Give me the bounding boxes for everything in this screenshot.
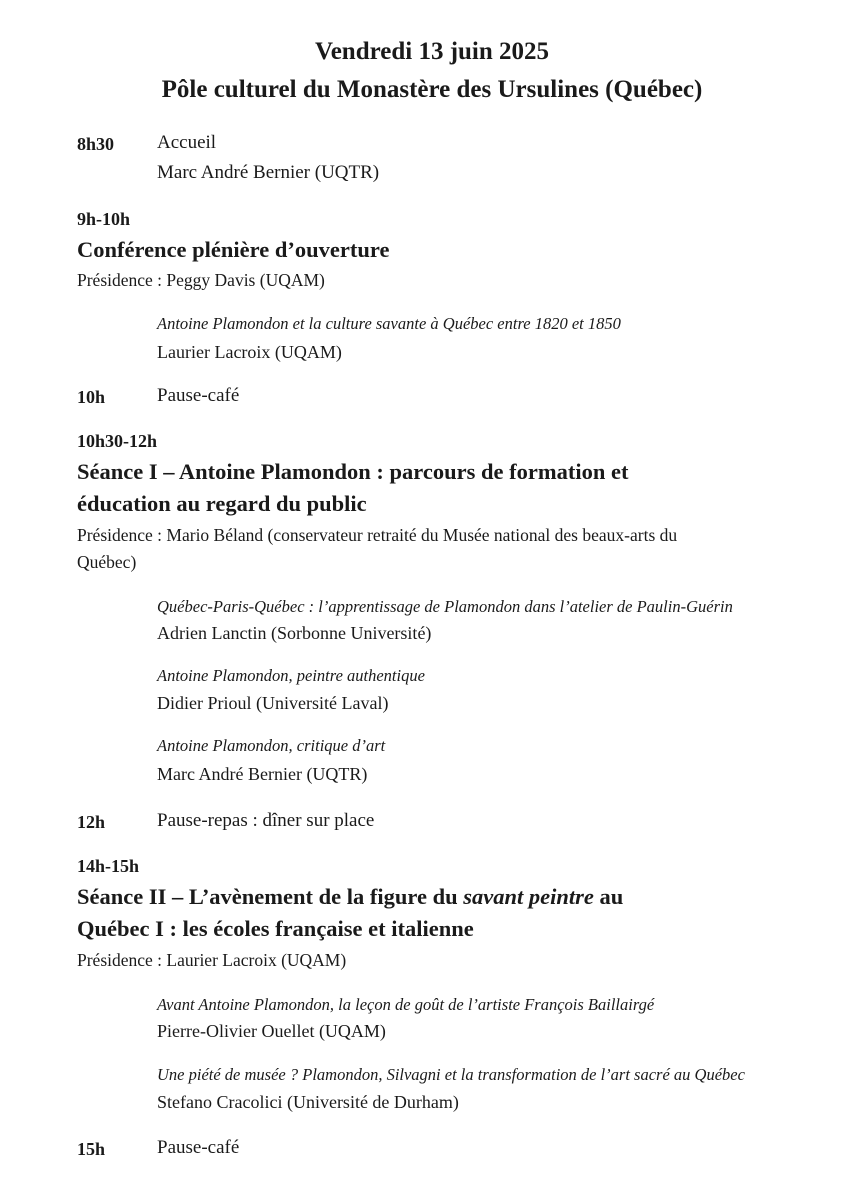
accueil-label: Accueil <box>157 132 217 153</box>
program-date-heading: Vendredi 13 juin 2025 <box>314 38 550 65</box>
session1-presidence-line1: Présidence : Mario Béland (conservateur retraité du Musée national des beaux-arts du <box>77 525 678 545</box>
session1-time: 10h30-12h <box>77 431 158 451</box>
session2-talk2-title: Une piété de musée ? Plamondon, Silvagni et la transformation de l’art sacré au Québec <box>157 1065 745 1084</box>
session2-talk1-speaker: Pierre-Olivier Ouellet (UQAM) <box>157 1021 386 1041</box>
break2-time: 15h <box>77 1139 106 1159</box>
break1-time: 10h <box>77 387 106 407</box>
session1-title-line1: Séance I – Antoine Plamondon : parcours de formation et <box>77 459 629 484</box>
accueil-speaker: Marc André Bernier (UQTR) <box>157 162 380 183</box>
session1-talk2-speaker: Didier Prioul (Université Laval) <box>157 693 389 713</box>
opening-title: Conférence plénière d’ouverture <box>77 237 390 262</box>
session2-time: 14h-15h <box>77 856 140 876</box>
session2-title-line2: Québec I : les écoles française et italienne <box>77 916 474 941</box>
opening-time: 9h-10h <box>77 209 131 229</box>
session1-talk2-title: Antoine Plamondon, peintre authentique <box>157 666 425 685</box>
session2-talk2-speaker: Stefano Cracolici (Université de Durham) <box>157 1092 459 1112</box>
program-venue-heading: Pôle culturel du Monastère des Ursulines (Québec) <box>161 76 703 103</box>
session1-talk1-title: Québec-Paris-Québec : l’apprentissage de Plamondon dans l’atelier de Paulin-Guérin <box>157 597 733 616</box>
opening-presidence: Présidence : Peggy Davis (UQAM) <box>77 270 325 290</box>
session1-talk3-speaker: Marc André Bernier (UQTR) <box>157 764 368 784</box>
session2-title-italic: savant peintre <box>463 884 594 909</box>
break1-label: Pause-café <box>157 385 240 406</box>
session2-title-pre: Séance II – L’avènement de la figure du <box>77 884 464 909</box>
session1-title-line2: éducation au regard du public <box>77 491 367 516</box>
session2-title-line1 <box>77 883 623 911</box>
session1-talk3-title: Antoine Plamondon, critique d’art <box>157 736 386 755</box>
lunch-label: Pause-repas : dîner sur place <box>157 810 375 831</box>
session2-talk1-title: Avant Antoine Plamondon, la leçon de goût de l’artiste François Baillairgé <box>157 995 655 1014</box>
session1-presidence-line2: Québec) <box>77 552 137 572</box>
opening-talk-title: Antoine Plamondon et la culture savante à Québec entre 1820 et 1850 <box>157 314 621 333</box>
opening-talk-speaker: Laurier Lacroix (UQAM) <box>157 342 342 362</box>
session2-presidence: Présidence : Laurier Lacroix (UQAM) <box>77 950 347 970</box>
session1-talk1-speaker: Adrien Lanctin (Sorbonne Université) <box>157 623 432 643</box>
lunch-time: 12h <box>77 812 106 832</box>
accueil-time: 8h30 <box>77 134 115 154</box>
session2-title-post: au <box>593 884 624 909</box>
break2-label: Pause-café <box>157 1137 240 1158</box>
